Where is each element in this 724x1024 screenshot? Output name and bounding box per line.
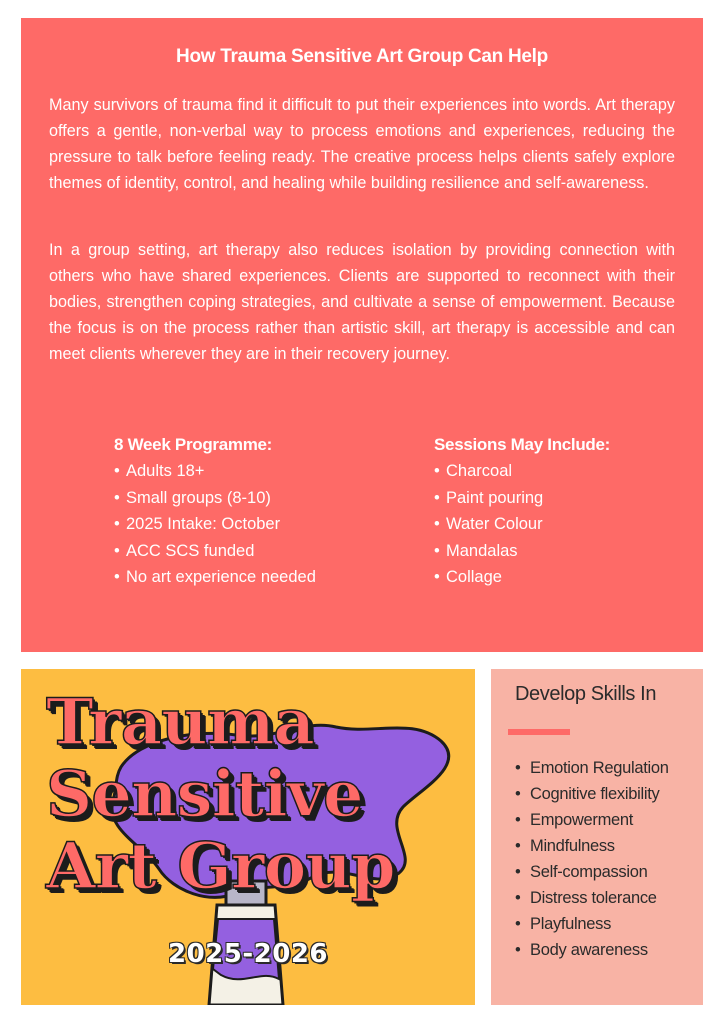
sessions-column: [434, 432, 610, 591]
info-title: How Trauma Sensitive Art Group Can Help: [176, 46, 548, 67]
programme-heading: 8 Week Programme:: [114, 435, 273, 454]
poster-title-line: Trauma: [46, 685, 314, 760]
list-item: • Body awareness: [515, 937, 699, 963]
info-panel: [21, 18, 703, 652]
list-item: • Water Colour: [434, 511, 610, 538]
list-item: • Emotion Regulation: [515, 755, 699, 781]
list-item: • Distress tolerance: [515, 885, 699, 911]
skills-heading: Develop Skills In: [515, 683, 657, 705]
sessions-heading: Sessions May Include:: [434, 435, 611, 454]
list-item: • Mindfulness: [515, 833, 699, 859]
programme-list: [114, 458, 316, 591]
list-item: • Collage: [434, 564, 610, 591]
list-item: • Paint pouring: [434, 485, 610, 512]
list-item: • Mandalas: [434, 538, 610, 565]
list-item: • Cognitive flexibility: [515, 781, 699, 807]
list-item: • Playfulness: [515, 911, 699, 937]
list-item: • No art experience needed: [114, 564, 316, 591]
skills-panel: [491, 669, 703, 1005]
poster-panel: [21, 669, 475, 1005]
poster-years: 2025-2026: [168, 939, 329, 969]
list-item: • 2025 Intake: October: [114, 511, 316, 538]
list-item: • Empowerment: [515, 807, 699, 833]
list-item: • Self-compassion: [515, 859, 699, 885]
list-item: • ACC SCS funded: [114, 538, 316, 565]
skills-divider: [508, 729, 570, 735]
poster-title-line: Sensitive: [46, 757, 363, 832]
poster-title: [46, 687, 395, 903]
list-item: • Adults 18+: [114, 458, 316, 485]
intro-paragraph-2: In a group setting, art therapy also reduces isolation by providing connection with others who have shared experiences. Clients are supported to reconnect with their bodies, strengthen coping strategies, and cultivate a sense of empowerment. Because the focus is on the process rather than artistic skill, art therapy is accessible and can meet clients wherever they are in their recovery journey.: [49, 241, 675, 363]
intro-paragraph-1: Many survivors of trauma find it difficult to put their experiences into words. Art therapy offers a gentle, non-verbal way to process emotions and experiences, reducing the pressure to talk before feeling ready. The creative process helps clients safely explore themes of identity, control, and healing while building resilience and self-awareness.: [49, 96, 675, 192]
list-item: • Small groups (8-10): [114, 485, 316, 512]
skills-list: [515, 755, 699, 963]
list-item: • Charcoal: [434, 458, 610, 485]
sessions-list: [434, 458, 610, 591]
poster-title-line: Art Group: [46, 829, 395, 904]
programme-column: [114, 432, 316, 591]
